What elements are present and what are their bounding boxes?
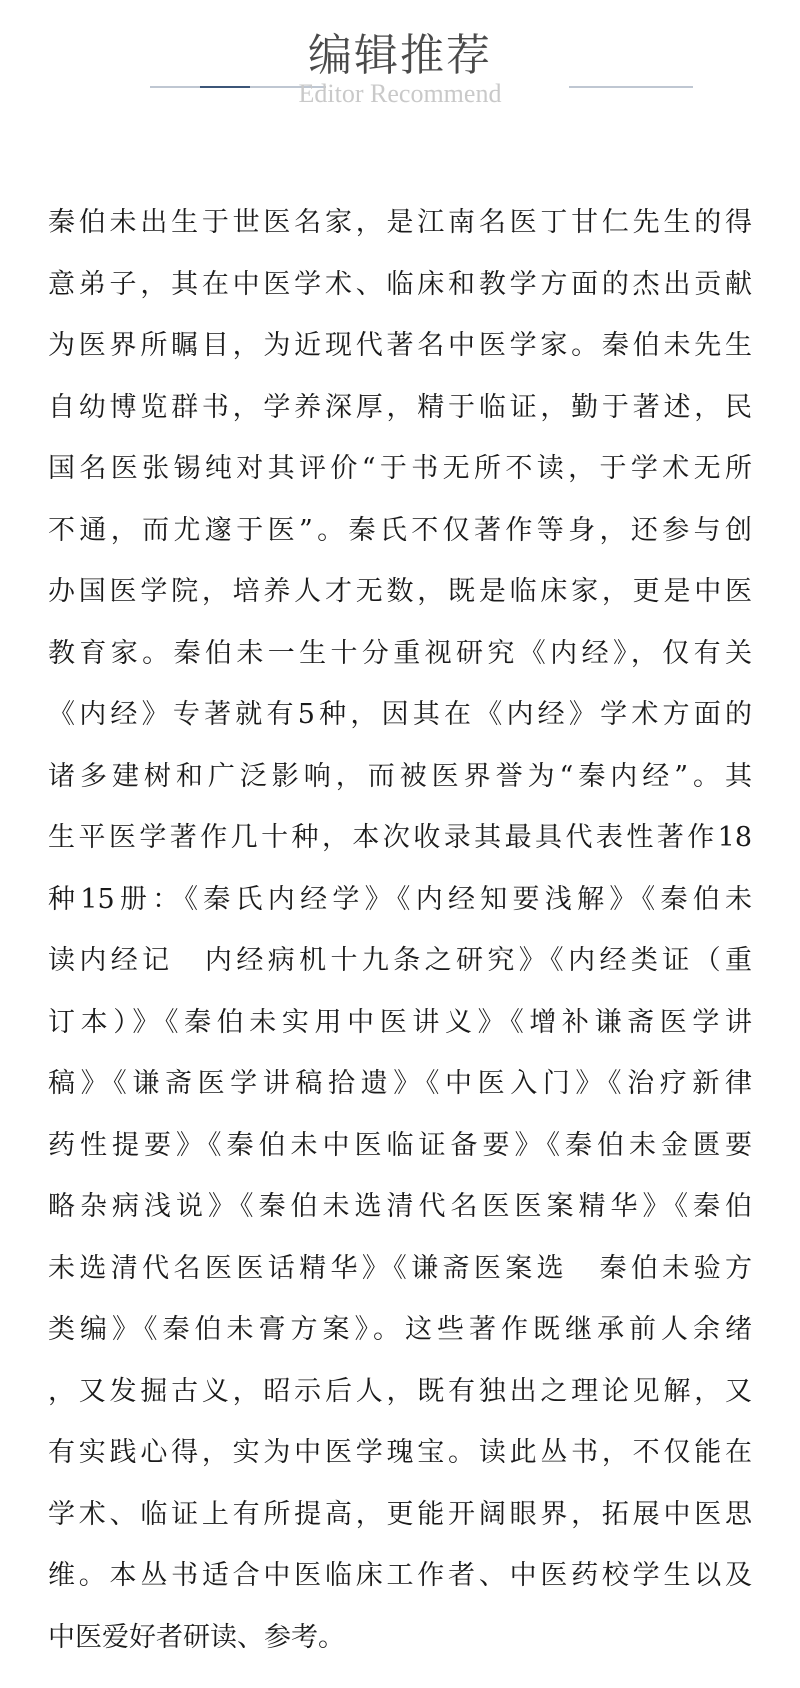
text-line: 国名医张锡纯对其评价“于书无所不读，于学术无所	[48, 453, 752, 484]
text-line: 有实践心得，实为中医学瑰宝。读此丛书，不仅能在	[48, 1437, 752, 1468]
text-line: 类编》《秦伯未膏方案》。这些著作既继承前人余绪	[48, 1314, 752, 1345]
text-line: 《内经》专著就有5种，因其在《内经》学术方面的	[48, 699, 752, 730]
text-line: 未选清代名医医话精华》《谦斋医案选 秦伯未验方	[48, 1252, 752, 1284]
text-line: 读内经记 内经病机十九条之研究》《内经类证（重	[48, 945, 752, 976]
text-line: 订本）》《秦伯未实用中医讲义》《增补谦斋医学讲	[48, 1006, 752, 1038]
text-line: 不通，而尤邃于医”。秦氏不仅著作等身，还参与创	[48, 514, 752, 546]
text-line: 种15册：《秦氏内经学》《内经知要浅解》《秦伯未	[48, 883, 752, 915]
text-line: 秦伯未出生于世医名家，是江南名医丁甘仁先生的得	[48, 207, 752, 238]
section-subtitle: Editor Recommend	[298, 79, 502, 108]
text-line: 略杂病浅说》《秦伯未选清代名医医案精华》《秦伯	[48, 1191, 752, 1222]
section-header	[0, 0, 800, 120]
text-line: 药性提要》《秦伯未中医临证备要》《秦伯未金匮要	[48, 1129, 752, 1161]
text-line: 教育家。秦伯未一生十分重视研究《内经》，仅有关	[48, 637, 752, 669]
text-line: 稿》《谦斋医学讲稿拾遗》《中医入门》《治疗新律	[48, 1068, 752, 1099]
text-line: ，又发掘古义，昭示后人，既有独出之理论见解，又	[48, 1375, 752, 1407]
text-line: 办国医学院，培养人才无数，既是临床家，更是中医	[48, 576, 752, 607]
text-line: 诸多建树和广泛影响，而被医界誉为“秦内经”。其	[48, 760, 752, 792]
text-line: 学术、临证上有所提高，更能开阔眼界，拓展中医思	[48, 1498, 752, 1530]
text-line: 为医界所瞩目，为近现代著名中医学家。秦伯未先生	[48, 330, 752, 361]
section-title: 编辑推荐	[308, 30, 492, 81]
text-line: 生平医学著作几十种，本次收录其最具代表性著作18	[48, 822, 752, 853]
text-line: 中医爱好者研读、参考。	[48, 1621, 345, 1653]
recommendation-text	[48, 192, 752, 1668]
text-line: 自幼博览群书，学养深厚，精于临证，勤于著述，民	[48, 391, 752, 423]
text-line: 维。本丛书适合中医临床工作者、中医药校学生以及	[48, 1560, 752, 1591]
text-line: 意弟子，其在中医学术、临床和教学方面的杰出贡献	[48, 268, 752, 300]
